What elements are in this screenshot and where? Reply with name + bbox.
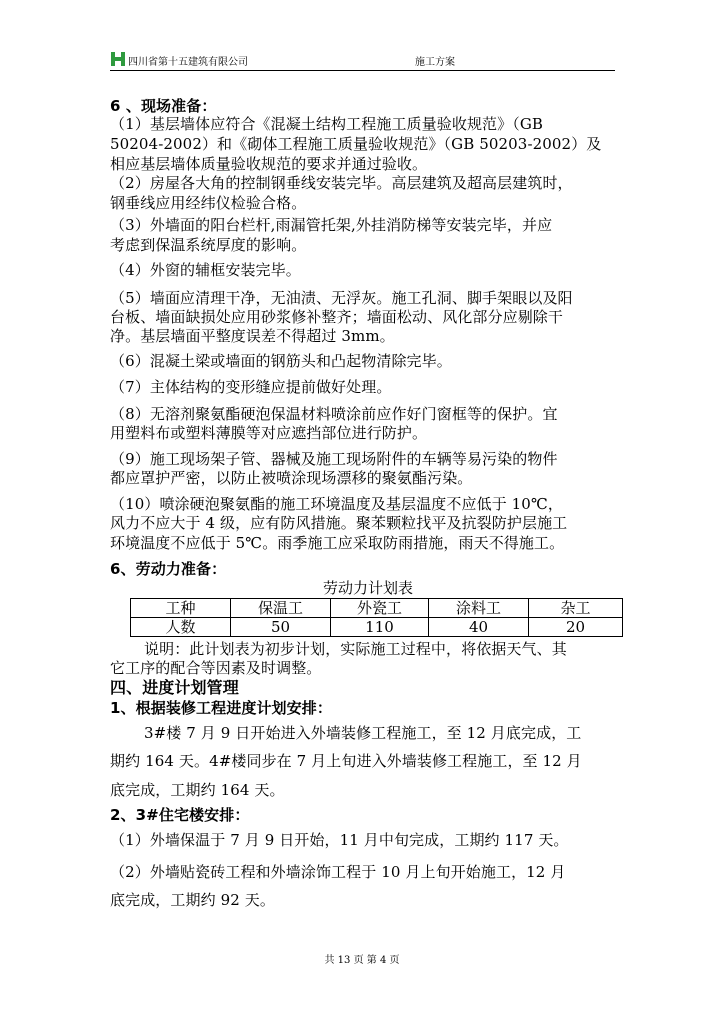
paragraph-line: 期约 164 天。4#楼同步在 7 月上旬进入外墙装修工程施工，至 12 月 (110, 752, 582, 770)
paragraph-line: 风力不应大于 4 级，应有防风措施。聚苯颗粒找平及抗裂防护层施工 (110, 514, 568, 532)
paragraph-line: （6）混凝土梁或墙面的钢筋头和凸起物清除完毕。 (110, 352, 452, 370)
table-header-cell: 工种 (131, 599, 231, 618)
paragraph-line: （2）房屋各大角的控制钢垂线安装完毕。高层建筑及超高层建筑时， (110, 174, 573, 192)
paragraph-line: （1）外墙保温于 7 月 9 日开始，11 月中旬完成，工期约 117 天。 (110, 831, 569, 849)
paragraph-line: 3#楼 7 月 9 日开始进入外墙装修工程施工，至 12 月底完成，工 (144, 724, 582, 742)
table-header-cell: 杂工 (529, 599, 623, 618)
paragraph-line: （7）主体结构的变形缝应提前做好处理。 (110, 378, 392, 396)
paragraph-line: 50204-2002）和《砌体工程施工质量验收规范》（GB 50203-2002）及 (110, 135, 602, 153)
header-divider (110, 70, 615, 71)
paragraph-line: 底完成，工期约 92 天。 (110, 891, 275, 909)
company-logo-icon (110, 51, 126, 67)
table-caption: 劳动力计划表 (322, 579, 413, 597)
table-cell: 50 (231, 618, 331, 637)
document-title: 施工方案 (415, 57, 455, 68)
table-note-line: 说明：此计划表为初步计划，实际施工过程中，将依据天气、其 (144, 640, 567, 658)
table-cell: 40 (429, 618, 529, 637)
paragraph-line: 环境温度不应低于 5℃。雨季施工应采取防雨措施，雨天不得施工。 (110, 534, 565, 552)
section-heading: 1、根据装修工程进度计划安排： (110, 699, 332, 717)
paragraph-line: （5）墙面应清理干净，无油渍、无浮灰。施工孔洞、脚手架眼以及阳 (110, 289, 573, 307)
table-note-line: 它工序的配合等因素及时调整。 (110, 659, 322, 677)
paragraph-line: （9）施工现场架子管、器械及施工现场附件的车辆等易污染的物件 (110, 450, 558, 468)
company-name: 四川省第十五建筑有限公司 (128, 57, 248, 68)
paragraph-line: （10）喷涂硬泡聚氨酯的施工环境温度及基层温度不应低于 10℃， (110, 495, 563, 513)
paragraph-line: 用塑料布或塑料薄膜等对应遮挡部位进行防护。 (110, 424, 428, 442)
paragraph-line: 底完成，工期约 164 天。 (110, 781, 285, 799)
table-cell: 20 (529, 618, 623, 637)
paragraph-line: 考虑到保温系统厚度的影响。 (110, 236, 307, 254)
labor-plan-table (130, 598, 623, 637)
paragraph-line: （3）外墙面的阳台栏杆,雨漏管托架,外挂消防梯等安装完毕，并应 (110, 216, 553, 234)
table-cell: 人数 (131, 618, 231, 637)
section-heading: 6、劳动力准备： (110, 560, 227, 578)
paragraph-line: （1）基层墙体应符合《混凝土结构工程施工质量验收规范》（GB (110, 115, 544, 133)
table-cell: 110 (331, 618, 429, 637)
paragraph-line: （2）外墙贴瓷砖工程和外墙涂饰工程于 10 月上旬开始施工，12 月 (110, 863, 566, 881)
table-header-row (131, 599, 623, 618)
paragraph-line: 都应罩护严密，以防止被喷涂现场漂移的聚氨酯污染。 (110, 469, 473, 487)
paragraph-line: （4）外窗的辅框安装完毕。 (110, 261, 301, 279)
paragraph-line: 钢垂线应用经纬仪检验合格。 (110, 194, 307, 212)
paragraph-line: （8）无溶剂聚氨酯硬泡保温材料喷涂前应作好门窗框等的保护。宜 (110, 405, 558, 423)
section-heading: 2、3#住宅楼安排： (110, 806, 250, 824)
paragraph-line: 净。基层墙面平整度误差不得超过 3mm。 (110, 327, 395, 345)
page-footer: 共 13 页 第 4 页 (324, 955, 400, 966)
chapter-heading: 四、进度计划管理 (110, 678, 239, 697)
paragraph-line: 相应基层墙体质量验收规范的要求并通过验收。 (110, 155, 428, 173)
paragraph-line: 台板、墙面缺损处应用砂浆修补整齐；墙面松动、风化部分应剔除干 (110, 308, 564, 326)
logo-mark (111, 52, 125, 66)
table-header-cell: 保温工 (231, 599, 331, 618)
section-heading: 6 、现场准备： (110, 97, 217, 115)
table-row (131, 618, 623, 637)
table-header-cell: 涂料工 (429, 599, 529, 618)
table-header-cell: 外瓷工 (331, 599, 429, 618)
